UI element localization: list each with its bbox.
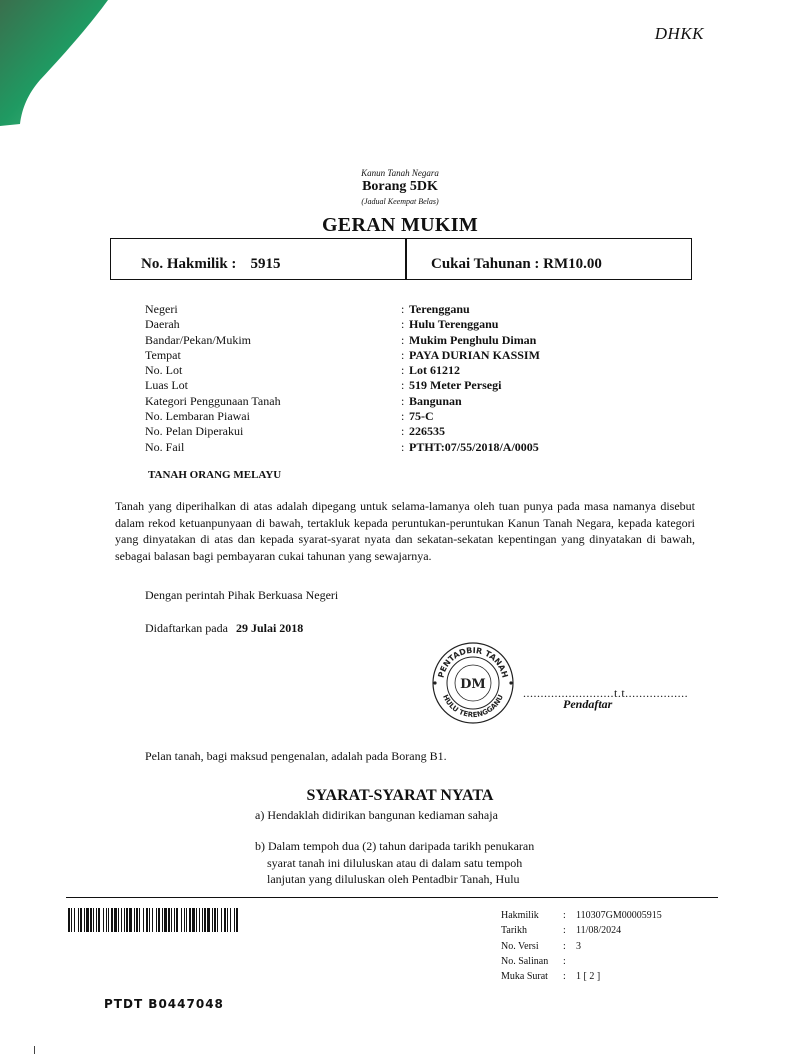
meta-label: No. Salinan [501, 955, 549, 967]
detail-colon: : [401, 347, 405, 362]
barcode-bar [152, 908, 153, 932]
registrar-label: Pendaftar [563, 697, 613, 711]
barcode-bar [78, 908, 79, 932]
detail-value: Hulu Terengganu [409, 317, 499, 332]
barcode-bar [162, 908, 163, 932]
barcode-bar [121, 908, 122, 932]
barcode-bar [93, 908, 94, 932]
annual-tax-value: RM10.00 [543, 256, 602, 272]
barcode-bar [214, 908, 216, 932]
detail-colon: : [401, 378, 405, 393]
meta-value: 1 [ 2 ] [576, 971, 601, 983]
green-corner-decoration [0, 0, 120, 130]
land-administrator-seal [425, 638, 521, 728]
barcode-bar [234, 908, 235, 932]
barcode-bar [224, 908, 226, 932]
barcode-bar [236, 908, 238, 932]
meta-colon: : [563, 925, 566, 937]
meta-colon: : [563, 971, 566, 983]
form-name: Borang 5DK [362, 179, 438, 194]
title-number [141, 256, 280, 273]
order-line: Dengan perintah Pihak Berkuasa Negeri [145, 588, 339, 602]
barcode-bar [74, 908, 75, 932]
barcode-bar [118, 908, 119, 932]
detail-colon: : [401, 317, 405, 332]
detail-label: No. Lot [145, 363, 183, 378]
barcode-bar [126, 908, 128, 932]
detail-label: Bandar/Pekan/Mukim [145, 332, 251, 347]
detail-colon: : [401, 424, 405, 439]
meta-colon: : [563, 955, 566, 967]
conditions-title: SYARAT-SYARAT NYATA [306, 787, 494, 804]
condition-b [255, 838, 570, 888]
detail-label: Negeri [145, 302, 178, 316]
detail-label: No. Fail [145, 439, 185, 454]
footer-divider [66, 897, 718, 898]
detail-value: Mukim Penghulu Diman [409, 332, 537, 347]
detail-colon: : [401, 409, 405, 424]
detail-colon: : [401, 363, 405, 378]
title-number-box [110, 238, 692, 280]
detail-value: 75-C [409, 409, 434, 424]
seal-bottom-text: HULU TERENGGANU [441, 693, 505, 720]
barcode-bar [139, 908, 140, 932]
barcode [68, 908, 240, 932]
registration-label: Didaftarkan pada [145, 621, 228, 635]
condition-b-line: b) Dalam tempoh dua (2) tahun daripada tarikh penukaran [255, 839, 535, 853]
barcode-bar [111, 908, 113, 932]
detail-value: 226535 [409, 424, 445, 439]
svg-text:PENTADBIR TANAH [436, 646, 509, 679]
meta-label: Muka Surat [501, 971, 548, 983]
detail-value: Terengganu [409, 302, 470, 316]
meta-label: Tarikh [501, 925, 527, 937]
schedule-name: (Jadual Keempat Belas) [361, 197, 439, 206]
barcode-bar [84, 908, 85, 932]
barcode-bar [176, 908, 178, 932]
document-code: DHKK [654, 24, 704, 43]
detail-colon: : [401, 332, 405, 347]
land-status: TANAH ORANG MELAYU [148, 469, 282, 481]
barcode-bar [103, 908, 104, 932]
meta-value: 11/08/2024 [576, 925, 622, 937]
barcode-bar [114, 908, 117, 932]
barcode-bar [189, 908, 191, 932]
annual-tax [431, 256, 602, 273]
detail-value: 519 Meter Persegi [409, 378, 502, 393]
barcode-bar [199, 908, 200, 932]
barcode-bar [174, 908, 175, 932]
barcode-bar [217, 908, 218, 932]
condition-b-line: lanjutan yang diluluskan oleh Pentadbir Tanah, Hulu [267, 872, 520, 886]
detail-colon: : [401, 439, 405, 454]
registration-line [145, 621, 303, 636]
barcode-bar [86, 908, 89, 932]
barcode-bar [186, 908, 187, 932]
barcode-bar [196, 908, 197, 932]
barcode-bar [108, 908, 109, 932]
barcode-bar [227, 908, 228, 932]
barcode-bar [164, 908, 167, 932]
barcode-bar [68, 908, 70, 932]
detail-value: PTHT:07/55/2018/A/0005 [409, 439, 539, 454]
barcode-bar [181, 908, 182, 932]
act-name: Kanun Tanah Negara [361, 168, 439, 178]
detail-label: Tempat [145, 347, 181, 362]
barcode-bar [143, 908, 144, 932]
barcode-bar [149, 908, 150, 932]
meta-colon: : [563, 910, 566, 921]
detail-label: No. Lembaran Piawai [145, 409, 250, 424]
meta-colon: : [563, 940, 566, 952]
barcode-bar [192, 908, 195, 932]
condition-b-line: syarat tanah ini diluluskan atau di dalam satu tempoh [267, 855, 523, 870]
detail-value: Lot 61212 [409, 363, 460, 378]
seal-top-text: PENTADBIR TANAH [436, 645, 510, 679]
barcode-bar [80, 908, 82, 932]
barcode-bar [106, 908, 107, 932]
seal-center-text: DM [460, 677, 486, 692]
meta-label: Hakmilik [501, 910, 539, 921]
barcode-bar [202, 908, 203, 932]
title-number-value: 5915 [250, 256, 281, 272]
detail-label: Kategori Penggunaan Tanah [145, 393, 281, 408]
barcode-bar [129, 908, 132, 932]
detail-label: Luas Lot [145, 378, 188, 393]
document-title: GERAN MUKIM [321, 214, 479, 236]
annual-tax-label: Cukai Tahunan : [431, 256, 540, 272]
barcode-bar [204, 908, 206, 932]
barcode-bar [98, 908, 100, 932]
meta-value: 110307GM00005915 [576, 910, 662, 921]
box-divider [405, 239, 407, 279]
signature-line: ..........................t.t.................. [523, 686, 689, 700]
plan-note: Pelan tanah, bagi maksud pengenalan, adalah pada Borang B1. [145, 749, 447, 763]
tenure-paragraph: Tanah yang diperihalkan di atas adalah dipegang untuk selama-lamanya oleh tuan punya pada masa namanya disebut dalam rekod ketuanpunyaan di bawah, tertakluk kepada peruntukan-peruntukan Kanun Tanah Negara, kepada kategori yang dinyatakan di atas dan kepada syarat-syarat nyata dan sekatan-sekatan kepentingan yang dinyatakan di bawah, sebagai balasan bagi pembayaran cukai tahunan yang sewajarnya. [115, 499, 695, 563]
detail-label: Daerah [145, 317, 180, 332]
registration-date: 29 Julai 2018 [235, 621, 304, 635]
condition-a: a) Hendaklah didirikan bangunan kediaman sahaja [255, 808, 498, 822]
barcode-bar [207, 908, 210, 932]
barcode-bar [156, 908, 157, 932]
barcode-bar [171, 908, 172, 932]
barcode-bar [90, 908, 92, 932]
barcode-bar [212, 908, 213, 932]
detail-colon: : [401, 302, 405, 316]
detail-label: No. Pelan Diperakui [145, 424, 244, 439]
detail-value: Bangunan [409, 393, 462, 408]
barcode-bar [184, 908, 185, 932]
edge-mark [34, 1046, 35, 1054]
meta-label: No. Versi [501, 940, 539, 952]
meta-value: 3 [576, 940, 581, 952]
barcode-bar [158, 908, 160, 932]
title-number-label: No. Hakmilik : [141, 256, 237, 272]
barcode-bar [221, 908, 222, 932]
barcode-bar [71, 908, 72, 932]
barcode-bar [230, 908, 231, 932]
barcode-bar [136, 908, 138, 932]
barcode-bar [146, 908, 148, 932]
serial-number: PTDT B0447048 [104, 997, 224, 1011]
detail-value: PAYA DURIAN KASSIM [409, 347, 540, 362]
detail-colon: : [401, 393, 405, 408]
barcode-bar [168, 908, 170, 932]
barcode-bar [124, 908, 125, 932]
barcode-bar [96, 908, 97, 932]
barcode-bar [134, 908, 135, 932]
